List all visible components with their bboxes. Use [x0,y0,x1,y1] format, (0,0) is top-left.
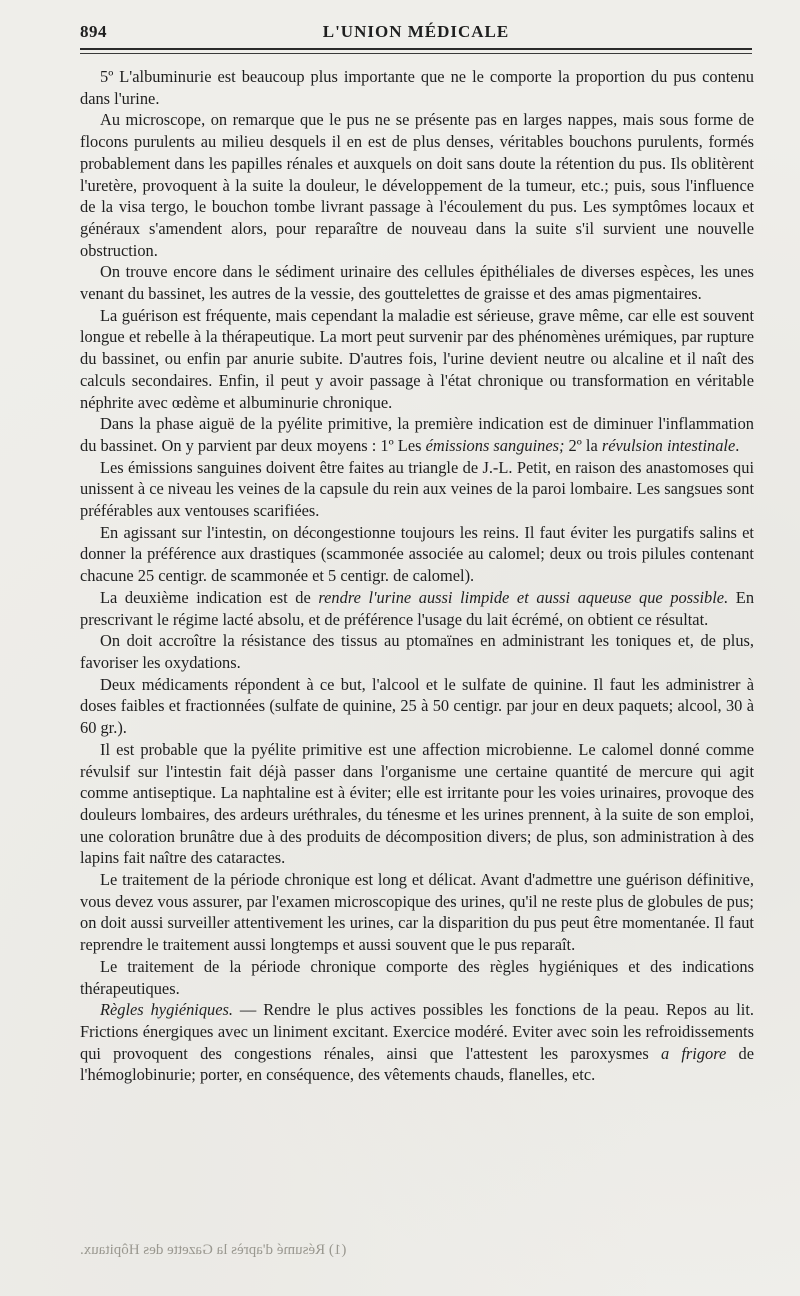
paragraph: La deuxième indication est de rendre l'urine aussi limpide et aussi aqueuse que possible. En prescrivant le régime lacté absolu, et de préférence l'usage du lait écrémé, on obtient ce résultat. [80,587,755,629]
paragraph: On trouve encore dans le sédiment urinaire des cellules épithéliales de diverses espèces, les unes venant du bassinet, les autres de la vessie, des gouttelettes de graisse et des amas pigmentaires. [80,262,754,304]
paragraph: 5º L'albuminurie est beaucoup plus importante que ne le comporte la proportion du pus contenu dans l'urine. [80,67,754,108]
paragraph: On doit accroître la résistance des tissus au ptomaïnes en administrant les toniques et, de plus, favoriser les oxydations. [80,631,754,672]
section-heading-italic: Règles hygiéniques. [100,1000,233,1020]
running-header [80,20,752,50]
italic-term: a frigore [660,1043,727,1063]
paragraph: Au microscope, on remarque que le pus ne se présente pas en larges nappes, mais sous forme de flocons purulents au milieu desquels il en est de plus denses, véritables bouchons purulents, formés probablement dans les papilles rénales et auxquels on doit sans doute la rétention du pus. Ils oblitèrent l'uretère, provoquent à la suite la douleur, le développement de la tumeur, etc.; puis, sous l'influence de la visa tergo, le bouchon tombe livrant passage à l'écoulement du pus. Les symptômes locaux et généraux s'amendent alors, pour reparaître de nouveau dans la suite s'il survient une nouvelle obstruction. [80,110,754,260]
paragraph: Le traitement de la période chronique comporte des règles hygiéniques et des indications thérapeutiques. [80,956,754,998]
article-body [80,66,754,1086]
paragraph: La guérison est fréquente, mais cependant la maladie est sérieuse, grave même, car elle est souvent longue et rebelle à la thérapeutique. La mort peut survenir par des phénomènes urémiques, par rupture du bassinet, ou enfin par anurie subite. D'autres fois, l'urine devient neutre ou alcaline et il naît des calculs secondaires. Enfin, il peut y avoir passage à l'état chronique ou transformation en véritable néphrite avec œdème et albuminurie chronique. [80,305,754,412]
paragraph: Dans la phase aiguë de la pyélite primitive, la première indication est de diminuer l'inflammation du bassinet. On y parvient par deux moyens : 1º Les émissions sanguines; 2º la révulsion intestinale. [80,414,754,455]
journal-title: L'UNION MÉDICALE [322,22,510,41]
paragraph: Deux médicaments répondent à ce but, l'alcool et le sulfate de quinine. Il faut les administrer à doses faibles et fractionnées (sulfate de quinine, 25 à 50 centigr. par jour en deux paquets; alcool, 30 à 60 gr.). [80,674,754,738]
header-rule [80,48,752,50]
italic-term: émissions sanguines; [425,435,565,455]
header-rule-thin [80,53,752,54]
paragraph: Les émissions sanguines doivent être faites au triangle de J.-L. Petit, en raison des anastomoses qui unissent à ce niveau les veines de la capsule du rein aux veines de la paroi lombaire. Les sangsues sont préférables aux ventouses scarifiées. [80,457,754,521]
paragraph: Il est probable que la pyélite primitive est une affection microbienne. Le calomel donné comme révulsif sur l'intestin fait déjà passer dans l'organisme une certaine quantité de mercure qui agit comme antiseptique. La naphtaline est à éviter; elle est irritante pour les voies urinaires, provoque des douleurs lombaires, des ardeurs uréthrales, du ténesme et les urines prennent, à la suite de son emploi, une coloration brunâtre due à des produits de décomposition divers; de plus, son administration à des lapins fait naître des cataractes. [80,739,754,868]
paragraph: Règles hygiéniques. — Rendre le plus actives possibles les fonctions de la peau. Repos au lit. Frictions énergiques avec un liniment excitant. Exercice modéré. Eviter avec soin les refroidissements qui provoquent des congestions rénales, ainsi que l'attestent les paroxysmes a frigore de l'hémoglobinurie; porter, en conséquence, des vêtements chauds, flanelles, etc. [80,1000,755,1085]
paragraph: Le traitement de la période chronique est long et délicat. Avant d'admettre une guérison définitive, vous devez vous assurer, par l'examen microscopique des urines, qu'il ne reste plus de globules de pus; on doit aussi surveiller attentivement les urines, car la disparition du pus peut être momentanée. Il faut reprendre le traitement aussi longtemps et aussi souvent que le pus reparaît. [80,870,754,955]
paragraph: En agissant sur l'intestin, on décongestionne toujours les reins. Il faut éviter les purgatifs salins et donner la préférence aux drastiques (scammonée associée au calomel; deux ou trois pilules contenant chacune 25 centigr. de scammonée et 5 centigr. de calomel). [80,522,754,586]
italic-phrase: rendre l'urine aussi limpide et aussi aqueuse que possible. [318,587,729,607]
footnote-bleedthrough: (1) Résumé d'après la Gazette des Hôpitaux. [80,1242,347,1258]
italic-term: révulsion intestinale [601,435,736,455]
page-number: 894 [80,22,107,41]
